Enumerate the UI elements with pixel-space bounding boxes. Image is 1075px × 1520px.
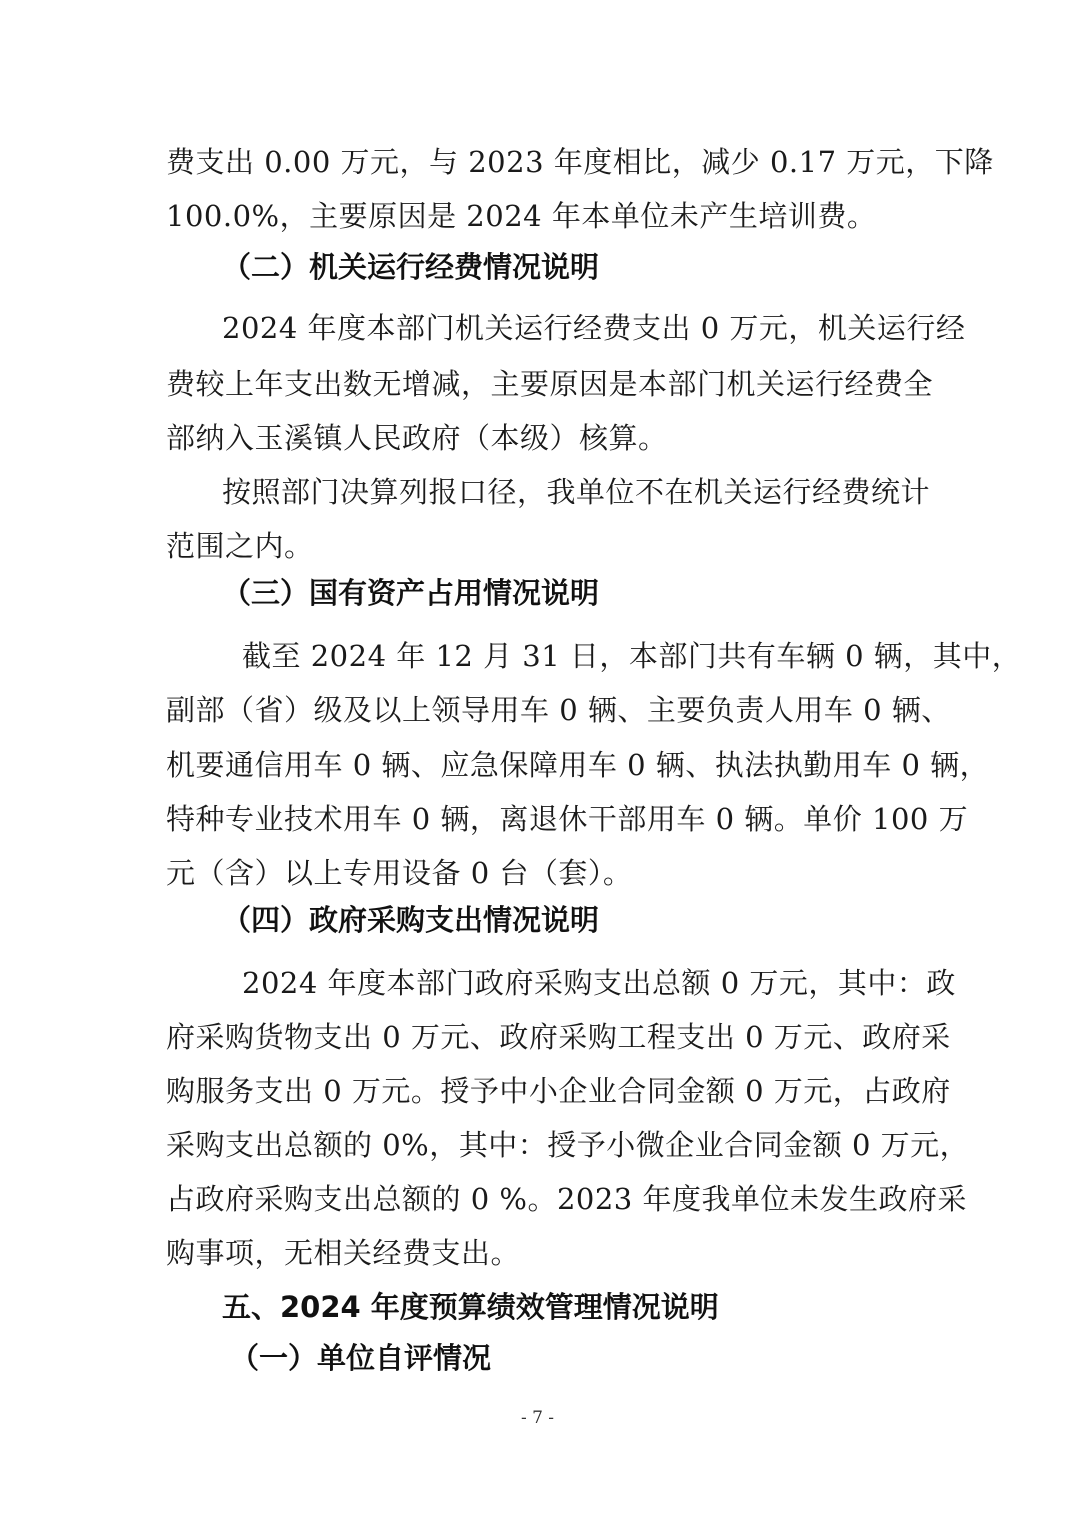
page-number: - 7 - bbox=[520, 1408, 555, 1428]
paragraph-line: 占政府采购支出总额的 0 %。2023 年度我单位未发生政府采 bbox=[166, 1182, 967, 1216]
section-heading: （三）国有资产占用情况说明 bbox=[222, 576, 600, 610]
section-heading: （四）政府采购支出情况说明 bbox=[222, 903, 600, 937]
paragraph-line: 费支出 0.00 万元，与 2023 年度相比，减少 0.17 万元，下降 bbox=[166, 145, 994, 179]
section-heading: （一）单位自评情况 bbox=[230, 1341, 492, 1375]
paragraph-line: 按照部门决算列报口径，我单位不在机关运行经费统计 bbox=[222, 475, 931, 509]
paragraph-line: 范围之内。 bbox=[166, 529, 314, 563]
section-heading: 五、2024 年度预算绩效管理情况说明 bbox=[222, 1290, 719, 1324]
paragraph-line: 部纳入玉溪镇人民政府（本级）核算。 bbox=[166, 421, 668, 455]
paragraph-line: 元（含）以上专用设备 0 台（套）。 bbox=[166, 856, 633, 890]
paragraph-line: 2024 年度本部门机关运行经费支出 0 万元，机关运行经 bbox=[222, 311, 966, 345]
paragraph-line: 副部（省）级及以上领导用车 0 辆、主要负责人用车 0 辆、 bbox=[166, 693, 951, 727]
paragraph-line: 截至 2024 年 12 月 31 日，本部门共有车辆 0 辆，其中， bbox=[242, 639, 1022, 673]
paragraph-line: 机要通信用车 0 辆、应急保障用车 0 辆、执法执勤用车 0 辆， bbox=[166, 748, 990, 782]
paragraph-line: 采购支出总额的 0%，其中：授予小微企业合同金额 0 万元， bbox=[166, 1128, 970, 1162]
paragraph-line: 特种专业技术用车 0 辆，离退休干部用车 0 辆。单价 100 万 bbox=[166, 802, 969, 836]
section-heading: （二）机关运行经费情况说明 bbox=[222, 250, 600, 284]
paragraph-line: 购事项，无相关经费支出。 bbox=[166, 1236, 521, 1270]
paragraph-line: 府采购货物支出 0 万元、政府采购工程支出 0 万元、政府采 bbox=[166, 1020, 951, 1054]
paragraph-line: 购服务支出 0 万元。授予中小企业合同金额 0 万元，占政府 bbox=[166, 1074, 951, 1108]
paragraph-line: 100.0%，主要原因是 2024 年本单位未产生培训费。 bbox=[166, 199, 877, 233]
paragraph-line: 费较上年支出数无增减，主要原因是本部门机关运行经费全 bbox=[166, 367, 934, 401]
paragraph-line: 2024 年度本部门政府采购支出总额 0 万元，其中：政 bbox=[242, 966, 956, 1000]
